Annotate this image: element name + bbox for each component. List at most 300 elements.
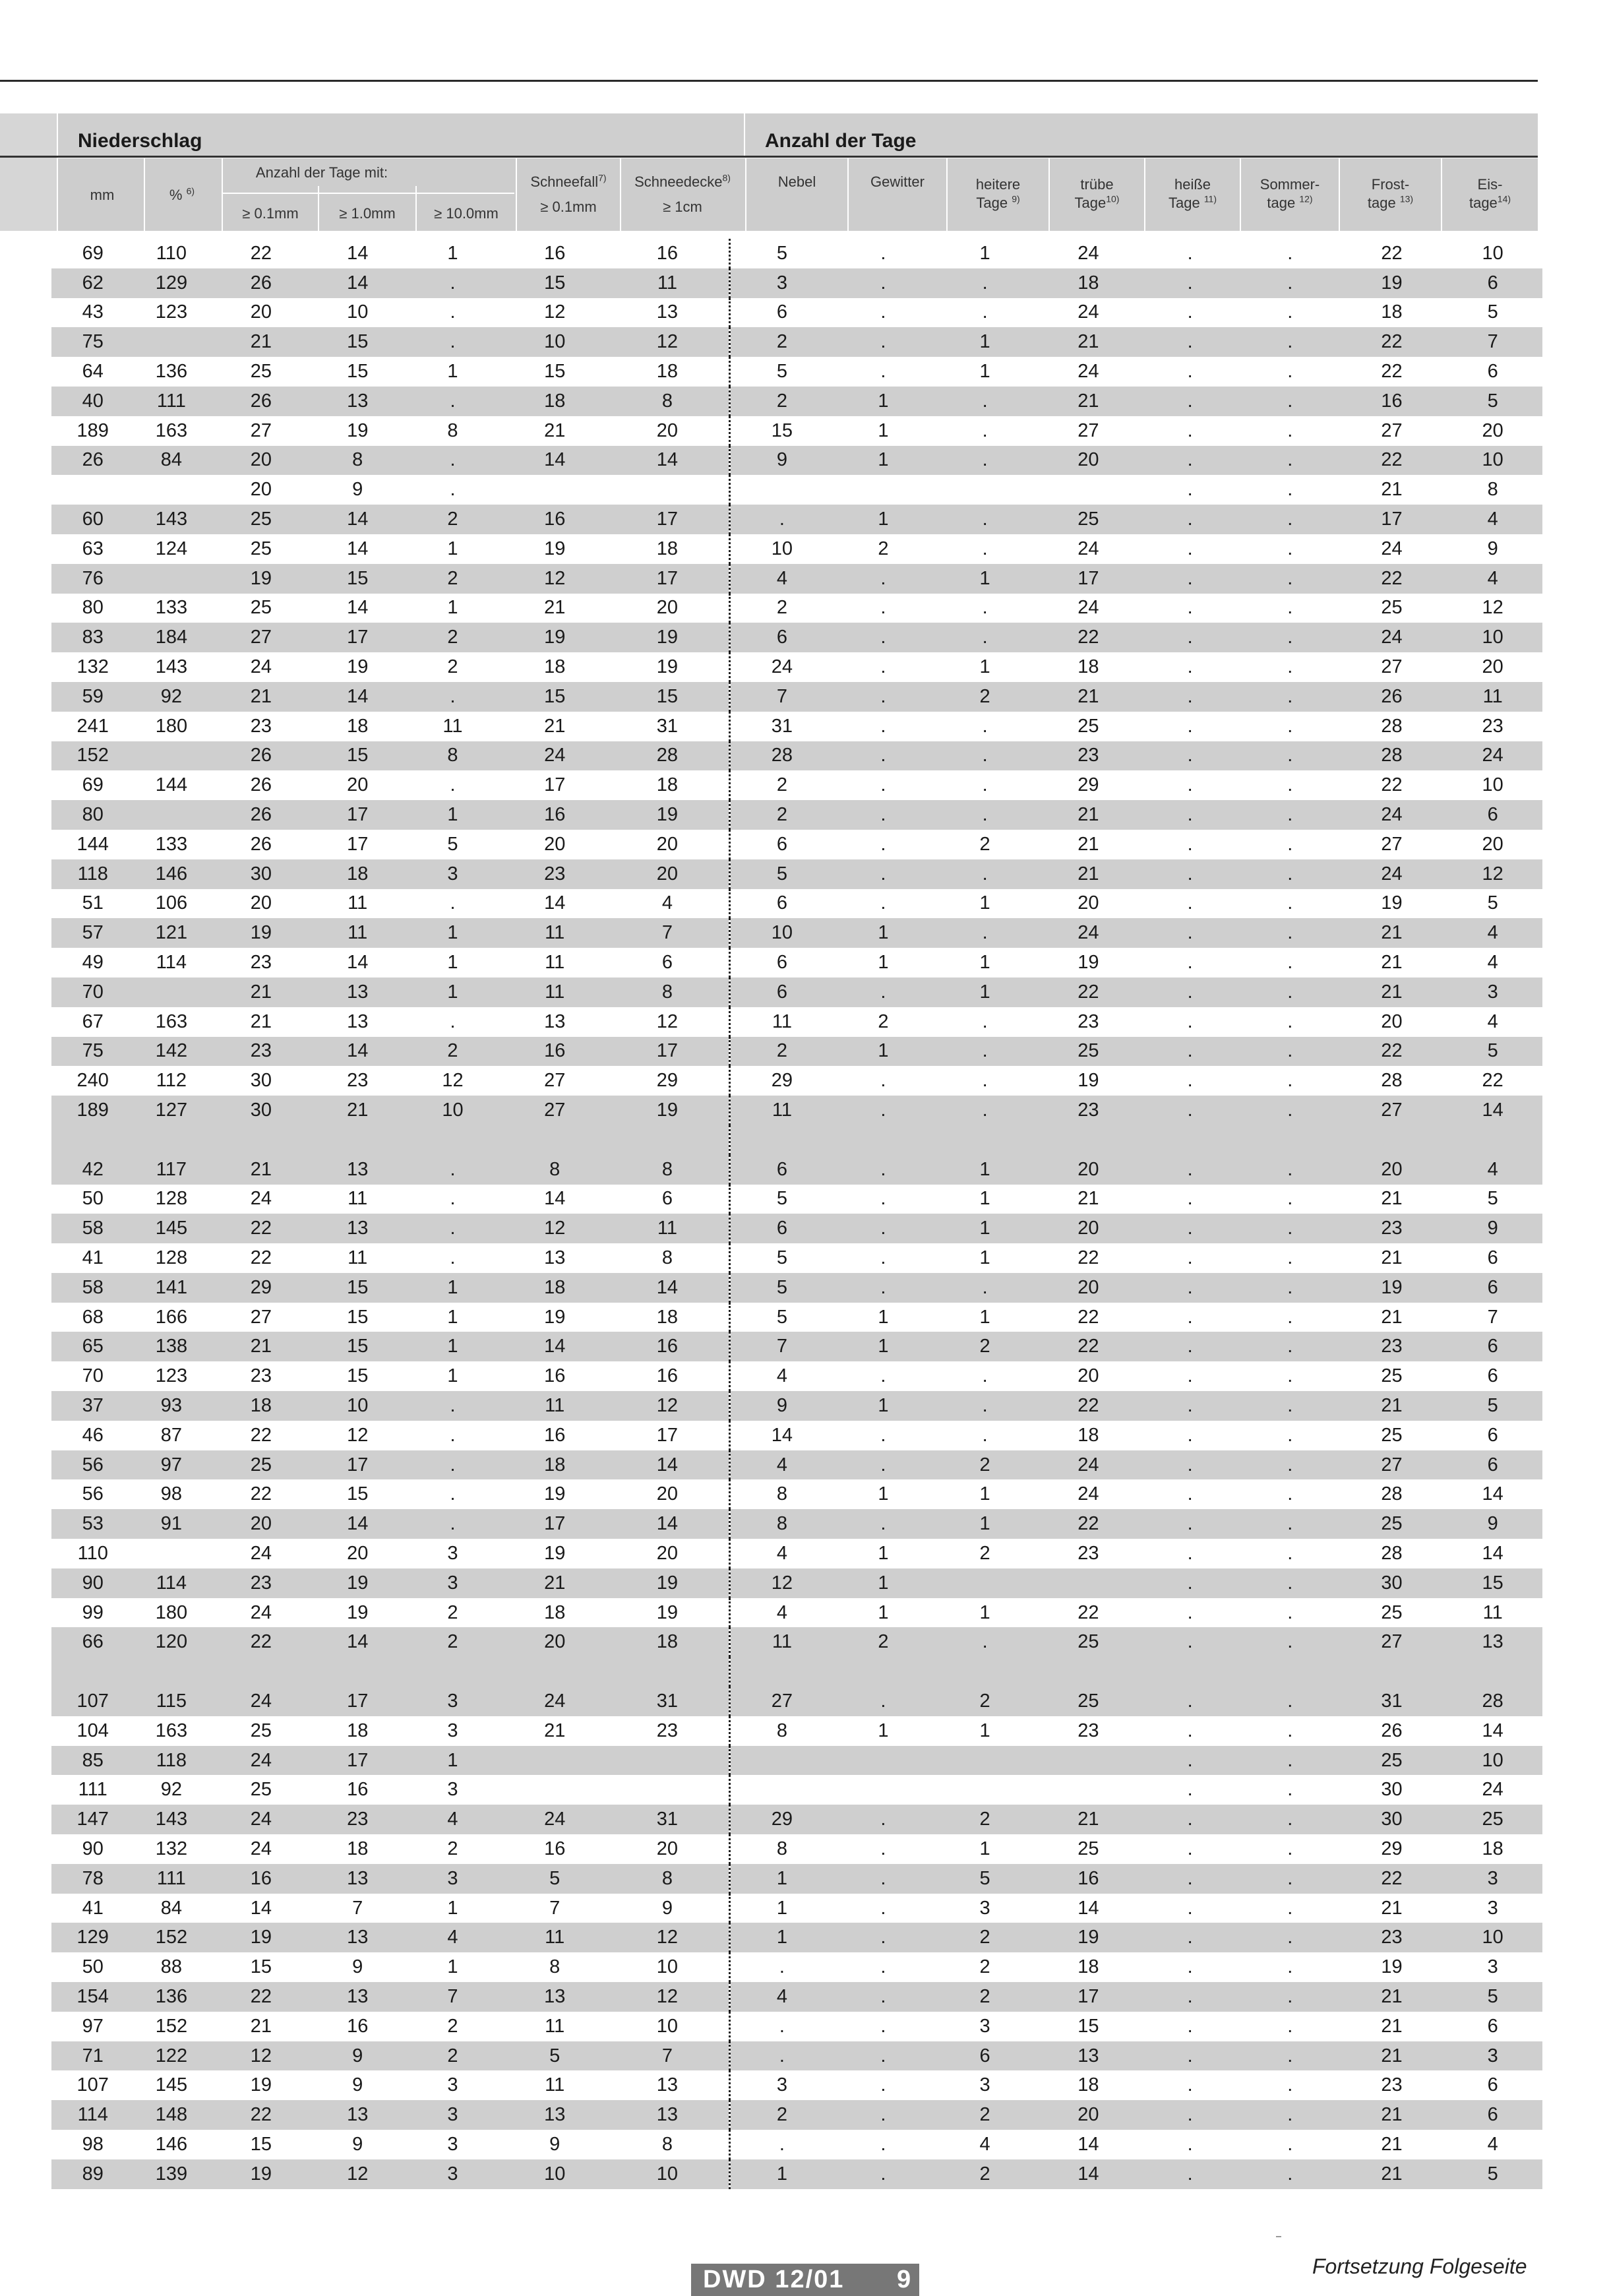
cell-gewitter: 1 bbox=[834, 505, 934, 534]
cell-nebel: 15 bbox=[771, 419, 793, 441]
cell-sommertage: . bbox=[1287, 1247, 1293, 1268]
cell-schneefall: 11 bbox=[504, 977, 606, 1007]
cell-schneefall bbox=[504, 1746, 606, 1776]
cell-percent: 84 bbox=[160, 1897, 183, 1919]
cell-truebe-tage: 21 bbox=[1037, 682, 1140, 712]
header-separator bbox=[516, 158, 517, 231]
cell-truebe-tage: 20 bbox=[1078, 892, 1099, 914]
cell-nebel: 4 bbox=[776, 1542, 787, 1564]
cell-gewitter: . bbox=[880, 1838, 886, 1859]
cell-nebel bbox=[730, 475, 834, 505]
cell-mm: 129 bbox=[51, 1923, 134, 1952]
table-row bbox=[51, 357, 1542, 387]
cell-schneefall: 19 bbox=[544, 1306, 566, 1328]
cell-days-ge-0-1mm: 25 bbox=[250, 538, 272, 559]
cell-days-ge-0-1mm: 21 bbox=[208, 1332, 313, 1361]
cell-sommertage: . bbox=[1287, 1365, 1293, 1387]
cell-truebe-tage: 22 bbox=[1078, 1306, 1099, 1328]
cell-schneedecke: 9 bbox=[606, 1894, 730, 1923]
cell-days-ge-10-0mm: . bbox=[402, 387, 504, 416]
cell-truebe-tage: 19 bbox=[1078, 1070, 1099, 1092]
cell-schneefall: 10 bbox=[504, 327, 606, 357]
cell-days-ge-0-1mm: 24 bbox=[250, 1542, 272, 1564]
cell-eistage: 10 bbox=[1443, 1746, 1542, 1776]
cell-gewitter: . bbox=[834, 1864, 934, 1894]
cell-schneefall bbox=[504, 475, 606, 505]
cell-sommertage bbox=[1240, 1657, 1340, 1687]
cell-frosttage: 30 bbox=[1340, 1568, 1443, 1598]
cell-truebe-tage: 23 bbox=[1078, 1720, 1099, 1741]
cell-days-ge-0-1mm: 19 bbox=[250, 2074, 272, 2096]
cell-nebel: 2 bbox=[730, 387, 834, 416]
table-row bbox=[51, 1923, 1542, 1952]
table-row bbox=[51, 712, 1542, 741]
table-row bbox=[51, 830, 1542, 859]
cell-heisse-tage: . bbox=[1140, 1509, 1240, 1539]
cell-mm: 99 bbox=[82, 1601, 104, 1623]
cell-schneefall: 19 bbox=[544, 1542, 566, 1564]
cell-frosttage: 24 bbox=[1340, 859, 1443, 889]
cell-frosttage bbox=[1340, 1657, 1443, 1687]
cell-days-ge-10-0mm bbox=[402, 1657, 504, 1687]
cell-heitere-tage: . bbox=[933, 268, 1037, 298]
cell-percent: 142 bbox=[134, 1037, 208, 1067]
cell-heisse-tage: . bbox=[1187, 1306, 1193, 1328]
cell-heitere-tage: . bbox=[982, 301, 988, 323]
cell-frosttage: 21 bbox=[1340, 918, 1443, 948]
cell-truebe-tage: 23 bbox=[1078, 1542, 1099, 1564]
cell-days-ge-1-0mm: 15 bbox=[313, 327, 402, 357]
cell-truebe-tage: 22 bbox=[1037, 1509, 1140, 1539]
table-row bbox=[51, 1687, 1542, 1716]
cell-days-ge-10-0mm: . bbox=[402, 268, 504, 298]
cell-frosttage: 30 bbox=[1340, 1805, 1443, 1834]
cell-schneefall: 16 bbox=[504, 505, 606, 534]
cell-schneefall: 23 bbox=[504, 859, 606, 889]
cell-mm: 70 bbox=[82, 1365, 104, 1387]
cell-schneedecke: 20 bbox=[606, 1539, 730, 1568]
cell-days-ge-1-0mm: 9 bbox=[352, 1956, 363, 1978]
cell-days-ge-0-1mm: 19 bbox=[208, 1923, 313, 1952]
cell-percent bbox=[134, 475, 208, 505]
header-ge-10-0mm: ≥ 10.0mm bbox=[434, 205, 499, 222]
cell-heitere-tage: 2 bbox=[933, 682, 1037, 712]
cell-sommertage: . bbox=[1240, 1273, 1340, 1303]
cell-nebel: 7 bbox=[730, 1332, 834, 1361]
cell-heitere-tage bbox=[933, 1125, 1037, 1155]
cell-percent bbox=[134, 327, 208, 357]
cell-truebe-tage: 15 bbox=[1078, 2015, 1099, 2037]
cell-days-ge-1-0mm: 18 bbox=[347, 1720, 369, 1741]
cell-heisse-tage: . bbox=[1140, 977, 1240, 1007]
table-row bbox=[51, 416, 1542, 446]
cell-heisse-tage: . bbox=[1140, 859, 1240, 889]
cell-truebe-tage: 27 bbox=[1078, 419, 1099, 441]
cell-mm: 78 bbox=[51, 1864, 134, 1894]
cell-eistage: 10 bbox=[1482, 242, 1503, 264]
cell-nebel: 2 bbox=[730, 800, 834, 830]
cell-nebel: 2 bbox=[776, 774, 787, 796]
cell-gewitter: . bbox=[880, 833, 886, 855]
cell-days-ge-0-1mm: 22 bbox=[250, 1424, 272, 1446]
cell-days-ge-10-0mm: 2 bbox=[402, 623, 504, 652]
cell-sommertage: . bbox=[1240, 682, 1340, 712]
cell-heitere-tage: 1 bbox=[933, 564, 1037, 594]
cell-frosttage: 22 bbox=[1340, 327, 1443, 357]
cell-sommertage: . bbox=[1240, 623, 1340, 652]
cell-mm: 42 bbox=[51, 1155, 134, 1185]
cell-eistage: 28 bbox=[1443, 1687, 1542, 1716]
cell-days-ge-10-0mm: . bbox=[402, 1214, 504, 1243]
cell-schneefall: 21 bbox=[544, 419, 566, 441]
cell-heisse-tage: . bbox=[1140, 1037, 1240, 1067]
cell-schneedecke: 10 bbox=[606, 1952, 730, 1982]
cell-days-ge-0-1mm: 22 bbox=[208, 1627, 313, 1657]
cell-days-ge-10-0mm: 7 bbox=[402, 1982, 504, 2012]
cell-gewitter: . bbox=[834, 327, 934, 357]
cell-heitere-tage: 4 bbox=[979, 2133, 990, 2155]
cell-nebel: 10 bbox=[730, 918, 834, 948]
cell-gewitter: . bbox=[834, 1096, 934, 1125]
cell-gewitter: . bbox=[834, 859, 934, 889]
cell-percent: 84 bbox=[134, 446, 208, 476]
cell-eistage: 4 bbox=[1487, 2133, 1498, 2155]
cell-eistage: 6 bbox=[1487, 1247, 1498, 1268]
cell-days-ge-10-0mm: 3 bbox=[402, 1687, 504, 1716]
table-row bbox=[51, 1421, 1542, 1450]
footer-tick bbox=[1276, 2236, 1281, 2237]
cell-schneefall: 12 bbox=[504, 1214, 606, 1243]
cell-gewitter: . bbox=[834, 1450, 934, 1480]
cell-frosttage: 22 bbox=[1381, 774, 1403, 796]
cell-frosttage: 21 bbox=[1381, 1306, 1403, 1328]
cell-mm: 53 bbox=[51, 1509, 134, 1539]
cell-schneedecke: 28 bbox=[606, 741, 730, 771]
cell-gewitter: . bbox=[880, 892, 886, 914]
cell-days-ge-0-1mm: 22 bbox=[208, 1982, 313, 2012]
cell-heisse-tage: . bbox=[1187, 715, 1193, 737]
cell-nebel: 9 bbox=[730, 1391, 834, 1421]
cell-nebel: 11 bbox=[772, 1010, 792, 1032]
cell-mm: 107 bbox=[76, 2074, 109, 2096]
cell-gewitter: . bbox=[834, 2041, 934, 2071]
cell-schneedecke: 23 bbox=[606, 1716, 730, 1746]
cell-days-ge-10-0mm: . bbox=[402, 1391, 504, 1421]
cell-gewitter: 1 bbox=[834, 918, 934, 948]
cell-schneefall: 11 bbox=[545, 952, 565, 974]
cell-schneefall: 17 bbox=[504, 1509, 606, 1539]
header-heisse-tage: heiße Tage $^{11)}$ bbox=[1168, 176, 1217, 211]
cell-heitere-tage: 1 bbox=[979, 892, 990, 914]
cell-eistage bbox=[1443, 1125, 1542, 1155]
cell-days-ge-1-0mm: 9 bbox=[352, 2133, 363, 2155]
header-frosttage: Frost- tage $^{13)}$ bbox=[1367, 176, 1414, 211]
cell-schneefall: 14 bbox=[504, 446, 606, 476]
cell-days-ge-1-0mm: 19 bbox=[347, 1601, 369, 1623]
cell-eistage: 10 bbox=[1482, 774, 1503, 796]
cell-schneedecke: 8 bbox=[606, 977, 730, 1007]
cell-heisse-tage: . bbox=[1140, 2041, 1240, 2071]
cell-sommertage: . bbox=[1240, 1037, 1340, 1067]
cell-schneefall bbox=[504, 1775, 606, 1805]
cell-schneefall: 19 bbox=[504, 623, 606, 652]
cell-sommertage: . bbox=[1287, 1070, 1293, 1092]
cell-heitere-tage: . bbox=[982, 597, 988, 619]
cell-schneefall bbox=[504, 1125, 606, 1155]
cell-truebe-tage: 17 bbox=[1037, 564, 1140, 594]
cell-heitere-tage: 1 bbox=[979, 361, 990, 383]
cell-percent: 98 bbox=[160, 1483, 183, 1505]
cell-schneedecke: 18 bbox=[606, 1627, 730, 1657]
cell-truebe-tage: 18 bbox=[1037, 268, 1140, 298]
cell-days-ge-1-0mm: 12 bbox=[347, 1424, 369, 1446]
cell-heisse-tage: . bbox=[1140, 1332, 1240, 1361]
cell-mm: 104 bbox=[76, 1720, 109, 1741]
cell-mm: 110 bbox=[77, 1542, 108, 1564]
cell-heisse-tage: . bbox=[1140, 327, 1240, 357]
cell-schneefall: 9 bbox=[549, 2133, 561, 2155]
cell-gewitter: . bbox=[834, 977, 934, 1007]
cell-days-ge-10-0mm: 1 bbox=[447, 538, 458, 559]
cell-gewitter bbox=[834, 475, 934, 505]
cell-nebel: 11 bbox=[730, 1627, 834, 1657]
cell-nebel bbox=[730, 1775, 834, 1805]
cell-days-ge-10-0mm: 3 bbox=[447, 2133, 458, 2155]
cell-gewitter: 1 bbox=[878, 1542, 889, 1564]
cell-eistage: 5 bbox=[1443, 2159, 1542, 2189]
cell-gewitter: . bbox=[880, 301, 886, 323]
table-row bbox=[51, 1952, 1542, 1982]
cell-heisse-tage: . bbox=[1140, 1805, 1240, 1834]
cell-schneefall: 5 bbox=[504, 2041, 606, 2071]
cell-days-ge-10-0mm: 8 bbox=[402, 741, 504, 771]
table-row bbox=[51, 1716, 1542, 1746]
cell-schneedecke: 12 bbox=[606, 1391, 730, 1421]
cell-eistage: 4 bbox=[1487, 1010, 1498, 1032]
cell-schneedecke: 8 bbox=[606, 1155, 730, 1185]
cell-truebe-tage: 24 bbox=[1078, 538, 1099, 559]
cell-days-ge-0-1mm: 24 bbox=[208, 1687, 313, 1716]
cell-heitere-tage: 1 bbox=[933, 327, 1037, 357]
cell-schneefall: 14 bbox=[544, 892, 566, 914]
header-separator bbox=[847, 158, 849, 231]
cell-days-ge-1-0mm: 17 bbox=[313, 1450, 402, 1480]
cell-schneedecke: 12 bbox=[606, 1982, 730, 2012]
cell-gewitter: . bbox=[834, 1214, 934, 1243]
cell-nebel: 1 bbox=[730, 2159, 834, 2189]
cell-frosttage: 21 bbox=[1381, 479, 1403, 501]
cell-frosttage: 31 bbox=[1340, 1687, 1443, 1716]
cell-days-ge-0-1mm: 19 bbox=[208, 564, 313, 594]
cell-truebe-tage: 18 bbox=[1078, 656, 1099, 678]
cell-nebel: 1 bbox=[776, 1897, 787, 1919]
cell-schneedecke: 8 bbox=[606, 1243, 730, 1273]
cell-schneedecke: 18 bbox=[606, 1303, 730, 1332]
cell-days-ge-1-0mm: 13 bbox=[347, 1010, 369, 1032]
cell-percent: 148 bbox=[134, 2100, 208, 2130]
cell-heisse-tage: . bbox=[1187, 301, 1193, 323]
cell-days-ge-1-0mm: 23 bbox=[313, 1805, 402, 1834]
cell-days-ge-1-0mm: 10 bbox=[313, 1391, 402, 1421]
cell-nebel: 14 bbox=[771, 1424, 793, 1446]
cell-frosttage: 24 bbox=[1340, 800, 1443, 830]
cell-days-ge-10-0mm: 5 bbox=[447, 833, 458, 855]
cell-schneefall: 16 bbox=[544, 1838, 566, 1859]
cell-schneedecke: 8 bbox=[606, 2130, 730, 2159]
cell-nebel: 1 bbox=[730, 1923, 834, 1952]
cell-heitere-tage: 5 bbox=[933, 1864, 1037, 1894]
cell-percent: 152 bbox=[155, 2015, 188, 2037]
cell-eistage: 4 bbox=[1443, 505, 1542, 534]
cell-frosttage: 22 bbox=[1340, 1037, 1443, 1067]
header-eistage: Eis- tage$^{14)}$ bbox=[1469, 176, 1511, 211]
cell-heisse-tage: . bbox=[1187, 1956, 1193, 1978]
cell-heitere-tage: . bbox=[933, 505, 1037, 534]
cell-days-ge-1-0mm: 9 bbox=[313, 2041, 402, 2071]
cell-sommertage: . bbox=[1240, 1391, 1340, 1421]
cell-heitere-tage: . bbox=[982, 419, 988, 441]
cell-schneefall: 8 bbox=[549, 1956, 561, 1978]
table-row bbox=[51, 770, 1542, 800]
cell-days-ge-1-0mm: 14 bbox=[347, 242, 369, 264]
cell-schneedecke: 18 bbox=[606, 534, 730, 564]
cell-sommertage: . bbox=[1240, 977, 1340, 1007]
cell-mm: 56 bbox=[51, 1450, 134, 1480]
cell-frosttage: 23 bbox=[1340, 1214, 1443, 1243]
cell-days-ge-10-0mm: 10 bbox=[402, 1096, 504, 1125]
cell-truebe-tage: 25 bbox=[1037, 1627, 1140, 1657]
cell-percent: 122 bbox=[134, 2041, 208, 2071]
cell-gewitter: . bbox=[880, 2074, 886, 2096]
cell-heitere-tage: 2 bbox=[979, 833, 990, 855]
cell-gewitter bbox=[834, 1775, 934, 1805]
cell-gewitter bbox=[834, 1746, 934, 1776]
cell-frosttage: 28 bbox=[1381, 1070, 1403, 1092]
cell-truebe-tage: 24 bbox=[1037, 1450, 1140, 1480]
cell-gewitter: 2 bbox=[834, 1627, 934, 1657]
cell-days-ge-1-0mm: 16 bbox=[347, 2015, 369, 2037]
cell-days-ge-1-0mm: 14 bbox=[313, 1509, 402, 1539]
cell-gewitter: . bbox=[834, 1155, 934, 1185]
cell-mm: 70 bbox=[51, 977, 134, 1007]
cell-gewitter: 2 bbox=[878, 538, 889, 559]
cell-sommertage: . bbox=[1287, 1956, 1293, 1978]
cell-days-ge-0-1mm: 24 bbox=[250, 1188, 272, 1210]
cell-gewitter: . bbox=[834, 1509, 934, 1539]
cell-heitere-tage: 1 bbox=[979, 952, 990, 974]
cell-sommertage: . bbox=[1240, 268, 1340, 298]
cell-days-ge-0-1mm: 26 bbox=[208, 800, 313, 830]
cell-days-ge-10-0mm: . bbox=[450, 892, 456, 914]
cell-nebel: 8 bbox=[776, 1483, 787, 1505]
cell-schneedecke: 10 bbox=[606, 2159, 730, 2189]
cell-sommertage: . bbox=[1240, 859, 1340, 889]
cell-mm: 85 bbox=[51, 1746, 134, 1776]
cell-days-ge-1-0mm: 20 bbox=[347, 774, 369, 796]
cell-nebel: 5 bbox=[776, 1188, 787, 1210]
cell-gewitter: . bbox=[834, 2159, 934, 2189]
cell-days-ge-10-0mm: 1 bbox=[447, 361, 458, 383]
cell-frosttage: 21 bbox=[1381, 2015, 1403, 2037]
header-truebe-tage: trübe Tage$^{10)}$ bbox=[1074, 176, 1120, 211]
cell-frosttage: 27 bbox=[1381, 656, 1403, 678]
cell-heitere-tage: 2 bbox=[933, 2159, 1037, 2189]
table-row bbox=[51, 652, 1542, 682]
cell-days-ge-10-0mm: 1 bbox=[402, 977, 504, 1007]
cell-truebe-tage: 13 bbox=[1037, 2041, 1140, 2071]
cell-heitere-tage: 2 bbox=[979, 1956, 990, 1978]
cell-sommertage: . bbox=[1287, 1838, 1293, 1859]
cell-truebe-tage: 14 bbox=[1078, 1897, 1099, 1919]
cell-heitere-tage: 1 bbox=[979, 1247, 990, 1268]
cell-mm: 189 bbox=[51, 1096, 134, 1125]
cell-days-ge-10-0mm: 3 bbox=[402, 2159, 504, 2189]
cell-days-ge-1-0mm: 14 bbox=[347, 538, 369, 559]
cell-sommertage: . bbox=[1240, 1332, 1340, 1361]
climate-data-table bbox=[51, 239, 1543, 2189]
cell-frosttage: 23 bbox=[1381, 2074, 1403, 2096]
table-row bbox=[51, 2159, 1542, 2189]
table-row bbox=[51, 1125, 1542, 1155]
cell-eistage: 5 bbox=[1487, 892, 1498, 914]
cell-schneedecke: 20 bbox=[606, 859, 730, 889]
cell-heitere-tage: 2 bbox=[933, 1923, 1037, 1952]
cell-days-ge-0-1mm: 26 bbox=[208, 741, 313, 771]
cell-days-ge-0-1mm: 26 bbox=[208, 387, 313, 416]
cell-sommertage: . bbox=[1240, 1923, 1340, 1952]
cell-gewitter: . bbox=[834, 1923, 934, 1952]
cell-nebel: 31 bbox=[771, 715, 793, 737]
cell-heisse-tage: . bbox=[1187, 1424, 1193, 1446]
cell-nebel: 5 bbox=[776, 1306, 787, 1328]
cell-heisse-tage: . bbox=[1187, 419, 1193, 441]
cell-eistage: 14 bbox=[1482, 1542, 1503, 1564]
cell-mm: 43 bbox=[82, 301, 104, 323]
cell-frosttage: 16 bbox=[1340, 387, 1443, 416]
cell-eistage: 6 bbox=[1487, 1424, 1498, 1446]
table-row bbox=[51, 1805, 1542, 1834]
cell-schneefall: 20 bbox=[504, 1627, 606, 1657]
table-row bbox=[51, 1657, 1542, 1687]
cell-heitere-tage: 2 bbox=[933, 1332, 1037, 1361]
cell-days-ge-0-1mm: 30 bbox=[208, 859, 313, 889]
cell-truebe-tage: 20 bbox=[1037, 1155, 1140, 1185]
cell-heisse-tage: . bbox=[1140, 446, 1240, 476]
cell-sommertage: . bbox=[1240, 1746, 1340, 1776]
cell-days-ge-10-0mm bbox=[402, 1125, 504, 1155]
cell-percent: 123 bbox=[155, 1365, 188, 1387]
cell-eistage: 18 bbox=[1482, 1838, 1503, 1859]
cell-days-ge-0-1mm: 23 bbox=[250, 952, 272, 974]
table-row bbox=[51, 1479, 1542, 1509]
cell-eistage: 6 bbox=[1487, 361, 1498, 383]
cell-heisse-tage: . bbox=[1140, 1450, 1240, 1480]
cell-truebe-tage: 20 bbox=[1037, 1214, 1140, 1243]
cell-schneedecke: 16 bbox=[606, 1332, 730, 1361]
cell-nebel: 2 bbox=[776, 597, 787, 619]
cell-eistage: 10 bbox=[1443, 623, 1542, 652]
cell-heisse-tage: . bbox=[1187, 361, 1193, 383]
cell-schneedecke: 13 bbox=[606, 2100, 730, 2130]
cell-percent: 133 bbox=[155, 597, 188, 619]
cell-percent: 146 bbox=[155, 2133, 188, 2155]
cell-days-ge-0-1mm: 24 bbox=[250, 1601, 272, 1623]
cell-percent: 133 bbox=[155, 833, 188, 855]
table-row bbox=[51, 682, 1542, 712]
cell-gewitter: 1 bbox=[878, 1483, 889, 1505]
cell-eistage: 4 bbox=[1443, 564, 1542, 594]
table-row bbox=[51, 1568, 1542, 1598]
